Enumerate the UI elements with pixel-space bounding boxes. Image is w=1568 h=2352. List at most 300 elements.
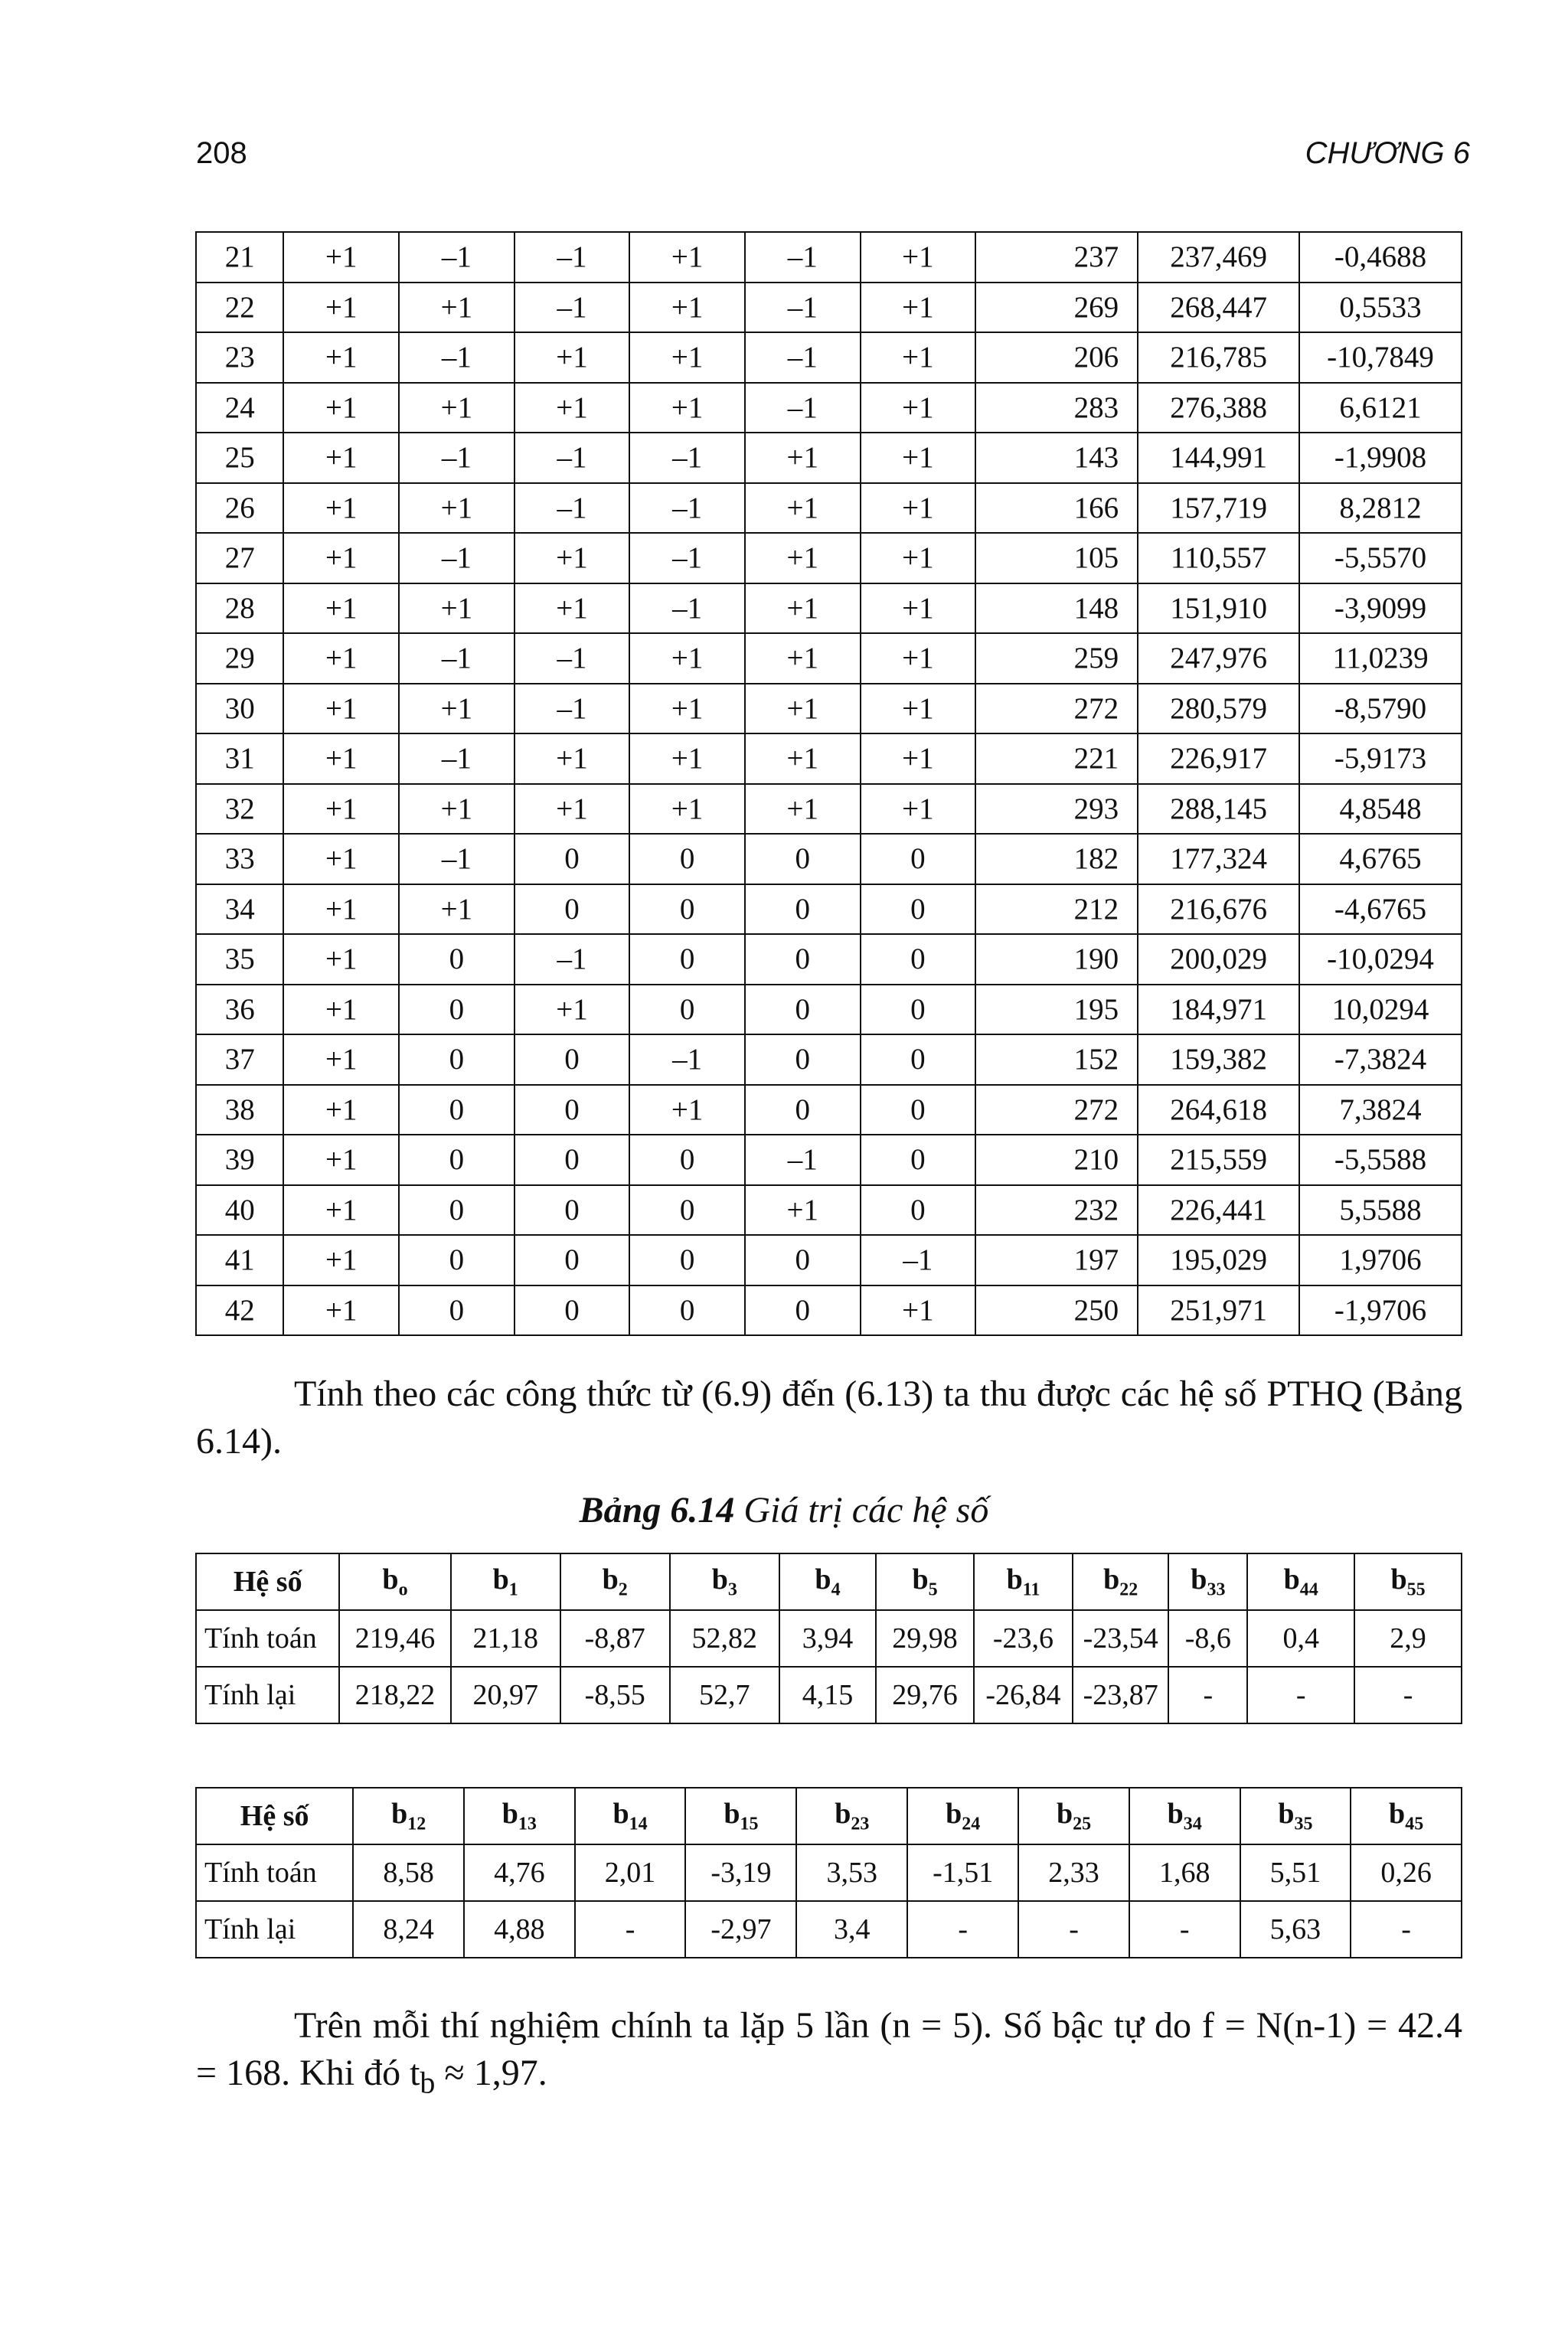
coef-symbol: b [1283, 1563, 1300, 1596]
coef-index: 15 [740, 1814, 759, 1834]
table-cell: -10,0294 [1299, 934, 1462, 985]
table-row [196, 483, 1462, 534]
table-cell: +1 [283, 633, 399, 684]
table-cell: –1 [514, 934, 630, 985]
table-cell: +1 [745, 483, 861, 534]
page-number: 208 [196, 136, 247, 170]
coef-header-cell [464, 1788, 575, 1844]
table-cell: +1 [745, 733, 861, 784]
table-cell: –1 [514, 483, 630, 534]
table-cell: 22 [196, 283, 283, 333]
table-cell: +1 [399, 684, 514, 734]
table-row [196, 433, 1462, 483]
table-cell: 0 [399, 1135, 514, 1185]
table-cell: 272 [975, 1085, 1138, 1135]
table-cell: –1 [399, 232, 514, 283]
table-cell: -1,9706 [1299, 1285, 1462, 1336]
coef-value-cell: -2,97 [685, 1901, 796, 1958]
table-cell: 251,971 [1138, 1285, 1299, 1336]
coef-row-label: Tính toán [196, 1610, 339, 1667]
coef-index: 12 [407, 1814, 426, 1834]
table-cell: 0 [514, 1034, 630, 1085]
table-cell: +1 [745, 533, 861, 583]
table-cell: 0 [399, 985, 514, 1035]
coef-value-cell: -8,6 [1168, 1610, 1247, 1667]
coef-symbol: b [1389, 1798, 1406, 1831]
table-cell: 0 [861, 1135, 976, 1185]
table-cell: 1,9706 [1299, 1235, 1462, 1285]
table-cell: 215,559 [1138, 1135, 1299, 1185]
table-cell: +1 [861, 1285, 976, 1336]
table-cell: –1 [399, 332, 514, 383]
table-cell: 0 [745, 834, 861, 884]
coef-value-cell: 52,7 [670, 1667, 779, 1723]
coef-value-cell: 5,51 [1240, 1844, 1351, 1901]
table-cell: +1 [629, 633, 745, 684]
table-cell: 24 [196, 383, 283, 433]
table-cell: +1 [629, 684, 745, 734]
table-cell: 151,910 [1138, 583, 1299, 634]
table-cell: +1 [861, 733, 976, 784]
coef-value-cell: 0,26 [1351, 1844, 1462, 1901]
table-cell: 197 [975, 1235, 1138, 1285]
table-cell: –1 [399, 433, 514, 483]
table-cell: 0 [514, 834, 630, 884]
table-cell: 280,579 [1138, 684, 1299, 734]
coef-index: 45 [1405, 1814, 1424, 1834]
table-cell: 184,971 [1138, 985, 1299, 1035]
table-row [196, 1034, 1462, 1085]
table-cell: 0 [861, 834, 976, 884]
coef-symbol: b [612, 1798, 629, 1831]
table-cell: –1 [745, 1135, 861, 1185]
coef-value-cell: 8,58 [353, 1844, 464, 1901]
table-cell: –1 [399, 633, 514, 684]
table-cell: 4,8548 [1299, 784, 1462, 835]
experiment-table [195, 231, 1462, 1336]
coef-header-cell [1168, 1553, 1247, 1610]
coef-value-cell: 20,97 [451, 1667, 560, 1723]
coef-header-label: Hệ số [196, 1788, 353, 1844]
coef-value-cell: - [1168, 1667, 1247, 1723]
table-cell: 34 [196, 884, 283, 935]
coef-symbol: b [1191, 1563, 1207, 1596]
table-row [196, 1235, 1462, 1285]
coef-symbol: b [946, 1798, 962, 1831]
coef-value-cell: - [575, 1901, 686, 1958]
table-cell: 247,976 [1138, 633, 1299, 684]
table-cell: +1 [283, 283, 399, 333]
table-cell: -10,7849 [1299, 332, 1462, 383]
table-cell: 11,0239 [1299, 633, 1462, 684]
table-cell: +1 [861, 633, 976, 684]
table-cell: –1 [745, 283, 861, 333]
table-cell: 0 [629, 1185, 745, 1236]
coef-header-cell [353, 1788, 464, 1844]
coef-row-label: Tính lại [196, 1901, 353, 1958]
coef-value-cell: - [1247, 1667, 1354, 1723]
table-cell: 5,5588 [1299, 1185, 1462, 1236]
table-caption [0, 1489, 1568, 1531]
table-cell: 0 [745, 1235, 861, 1285]
table-cell: 0 [629, 884, 745, 935]
table-cell: 0 [861, 934, 976, 985]
table-cell: 7,3824 [1299, 1085, 1462, 1135]
table-row [196, 283, 1462, 333]
table-row [196, 1185, 1462, 1236]
table-cell: 30 [196, 684, 283, 734]
table-cell: +1 [861, 583, 976, 634]
table-cell: 21 [196, 232, 283, 283]
table-cell: +1 [629, 232, 745, 283]
table-cell: +1 [861, 232, 976, 283]
table-cell: 0 [629, 1235, 745, 1285]
table-cell: 0 [861, 1085, 976, 1135]
table-cell: +1 [629, 332, 745, 383]
table-cell: –1 [629, 433, 745, 483]
coef-symbol: b [1103, 1563, 1120, 1596]
coef-value-cell: 29,98 [876, 1610, 974, 1667]
table-cell: 0 [745, 934, 861, 985]
table-cell: 288,145 [1138, 784, 1299, 835]
table-cell: +1 [283, 1085, 399, 1135]
table-cell: –1 [514, 283, 630, 333]
table-cell: +1 [283, 1235, 399, 1285]
paragraph-coefficients-intro: Tính theo các công thức từ (6.9) đến (6.13) ta thu được các hệ số PTHQ (Bảng 6.14). [196, 1374, 1462, 1462]
table-cell: 259 [975, 633, 1138, 684]
coef-symbol: b [711, 1563, 728, 1596]
table-row [196, 583, 1462, 634]
table-cell: 268,447 [1138, 283, 1299, 333]
coef-index: 23 [851, 1814, 870, 1834]
table-cell: 32 [196, 784, 283, 835]
table-cell: 110,557 [1138, 533, 1299, 583]
table-cell: +1 [283, 483, 399, 534]
table-cell: 4,6765 [1299, 834, 1462, 884]
coef-symbol: b [1278, 1798, 1295, 1831]
coef-value-cell: 21,18 [451, 1610, 560, 1667]
table-cell: 143 [975, 433, 1138, 483]
para2-subscript: b [420, 2065, 436, 2100]
table-cell: 226,441 [1138, 1185, 1299, 1236]
table-cell: 29 [196, 633, 283, 684]
caption-text: Giá trị các hệ số [734, 1490, 989, 1530]
coef-index: 35 [1294, 1814, 1313, 1834]
table-cell: 31 [196, 733, 283, 784]
table-cell: +1 [861, 684, 976, 734]
table-cell: +1 [514, 784, 630, 835]
table-cell: +1 [629, 733, 745, 784]
coef-symbol: b [602, 1563, 619, 1596]
table-cell: 38 [196, 1085, 283, 1135]
table-cell: +1 [629, 784, 745, 835]
coef-header-cell [1247, 1553, 1354, 1610]
coef-index: 24 [962, 1814, 981, 1834]
table-cell: +1 [861, 433, 976, 483]
table-cell: –1 [629, 583, 745, 634]
coef-header-cell [1240, 1788, 1351, 1844]
table-cell: –1 [514, 633, 630, 684]
table-cell: –1 [745, 383, 861, 433]
coef-value-cell: 0,4 [1247, 1610, 1354, 1667]
table-cell: +1 [514, 332, 630, 383]
coefficient-table-1 [195, 1553, 1462, 1724]
coef-symbol: b [1390, 1563, 1407, 1596]
coef-index: 14 [629, 1814, 648, 1834]
coef-row [196, 1901, 1462, 1958]
table-cell: 0 [514, 1235, 630, 1285]
coef-symbol: b [1056, 1798, 1073, 1831]
table-cell: 0 [745, 884, 861, 935]
coef-header-cell [1018, 1788, 1129, 1844]
coef-index: 4 [831, 1579, 841, 1600]
table-cell: +1 [745, 784, 861, 835]
table-cell: 221 [975, 733, 1138, 784]
coef-value-cell: -23,87 [1073, 1667, 1168, 1723]
coef-value-cell: -8,87 [560, 1610, 670, 1667]
table-cell: –1 [745, 332, 861, 383]
coef-index: 34 [1183, 1814, 1202, 1834]
table-cell: 0 [514, 1185, 630, 1236]
table-cell: 0 [629, 834, 745, 884]
coef-header-cell [907, 1788, 1018, 1844]
table-cell: 0 [861, 985, 976, 1035]
coef-header-cell [779, 1553, 876, 1610]
table-cell: 0 [399, 1235, 514, 1285]
coef-header-cell [1354, 1553, 1462, 1610]
coef-value-cell: - [1129, 1901, 1240, 1958]
coef-value-cell: 2,9 [1354, 1610, 1462, 1667]
table-cell: –1 [629, 483, 745, 534]
table-cell: 293 [975, 784, 1138, 835]
table-cell: +1 [283, 332, 399, 383]
table-cell: 283 [975, 383, 1138, 433]
coef-symbol: b [912, 1563, 929, 1596]
table-cell: +1 [283, 784, 399, 835]
table-row [196, 232, 1462, 283]
coef-value-cell: -3,19 [685, 1844, 796, 1901]
table-cell: 157,719 [1138, 483, 1299, 534]
coef-header-cell [685, 1788, 796, 1844]
table-cell: 0 [399, 1085, 514, 1135]
coef-header-cell [575, 1788, 686, 1844]
coef-index: 44 [1299, 1579, 1318, 1600]
coef-value-cell: 8,24 [353, 1901, 464, 1958]
table-cell: +1 [399, 383, 514, 433]
coef-value-cell: 1,68 [1129, 1844, 1240, 1901]
table-cell: 0 [745, 985, 861, 1035]
table-cell: +1 [861, 383, 976, 433]
coef-value-cell: - [1351, 1901, 1462, 1958]
table-cell: 33 [196, 834, 283, 884]
table-cell: 0 [514, 1285, 630, 1336]
table-cell: 39 [196, 1135, 283, 1185]
table-cell: 0 [745, 1085, 861, 1135]
table-cell: –1 [629, 533, 745, 583]
table-row [196, 533, 1462, 583]
table-cell: 0 [514, 884, 630, 935]
table-cell: +1 [283, 834, 399, 884]
coef-value-cell: - [1018, 1901, 1129, 1958]
table-cell: 237,469 [1138, 232, 1299, 283]
chapter-title: CHƯƠNG 6 [1305, 136, 1470, 170]
table-cell: 37 [196, 1034, 283, 1085]
caption-label: Bảng 6.14 [579, 1490, 735, 1530]
coef-value-cell: -23,6 [974, 1610, 1073, 1667]
coef-row-label: Tính toán [196, 1844, 353, 1901]
table-cell: +1 [283, 985, 399, 1035]
coef-index: 55 [1406, 1579, 1426, 1600]
coef-value-cell: 3,53 [796, 1844, 907, 1901]
table-cell: -5,5588 [1299, 1135, 1462, 1185]
table-row [196, 332, 1462, 383]
coef-header-label: Hệ số [196, 1553, 339, 1610]
table-cell: +1 [283, 1185, 399, 1236]
table-row [196, 1135, 1462, 1185]
table-cell: 0 [629, 1285, 745, 1336]
table-cell: +1 [861, 483, 976, 534]
coef-index: 1 [508, 1579, 518, 1600]
coef-symbol: b [724, 1798, 740, 1831]
table-cell: 177,324 [1138, 834, 1299, 884]
table-cell: +1 [283, 383, 399, 433]
coef-index: o [398, 1579, 408, 1600]
coef-index: 22 [1119, 1579, 1138, 1600]
coef-value-cell: 4,76 [464, 1844, 575, 1901]
table-cell: +1 [283, 733, 399, 784]
table-row [196, 934, 1462, 985]
table-cell: +1 [514, 985, 630, 1035]
table-cell: 0 [514, 1085, 630, 1135]
table-cell: –1 [514, 232, 630, 283]
table-cell: –1 [745, 232, 861, 283]
coef-value-cell: 29,76 [876, 1667, 974, 1723]
table-cell: +1 [399, 884, 514, 935]
table-cell: -8,5790 [1299, 684, 1462, 734]
table-cell: 0 [629, 1135, 745, 1185]
table-cell: +1 [629, 283, 745, 333]
table-cell: 144,991 [1138, 433, 1299, 483]
table-cell: 41 [196, 1235, 283, 1285]
coef-value-cell: -23,54 [1073, 1610, 1168, 1667]
table-row [196, 985, 1462, 1035]
table-cell: 237 [975, 232, 1138, 283]
coef-value-cell: 4,15 [779, 1667, 876, 1723]
coef-value-cell: 4,88 [464, 1901, 575, 1958]
table-cell: -5,9173 [1299, 733, 1462, 784]
table-cell: +1 [514, 733, 630, 784]
coef-row [196, 1667, 1462, 1723]
table-cell: 0 [629, 934, 745, 985]
coef-symbol: b [1167, 1798, 1184, 1831]
table-row [196, 784, 1462, 835]
table-cell: 0 [861, 1034, 976, 1085]
table-row [196, 1085, 1462, 1135]
table-cell: 0 [399, 1285, 514, 1336]
table-cell: +1 [283, 433, 399, 483]
table-cell: +1 [861, 332, 976, 383]
table-cell: +1 [745, 1185, 861, 1236]
table-cell: +1 [861, 283, 976, 333]
coef-index: 25 [1073, 1814, 1092, 1834]
table-cell: +1 [514, 383, 630, 433]
coef-header-cell [339, 1553, 450, 1610]
coef-header-cell [670, 1553, 779, 1610]
table-cell: 216,785 [1138, 332, 1299, 383]
coef-value-cell: 219,46 [339, 1610, 450, 1667]
table-cell: +1 [283, 934, 399, 985]
table-cell: 0 [399, 1185, 514, 1236]
table-cell: +1 [745, 684, 861, 734]
table-row [196, 733, 1462, 784]
table-cell: 40 [196, 1185, 283, 1236]
table-cell: +1 [745, 633, 861, 684]
table-cell: 269 [975, 283, 1138, 333]
table-cell: –1 [514, 684, 630, 734]
table-cell: 159,382 [1138, 1034, 1299, 1085]
table-cell: 105 [975, 533, 1138, 583]
coef-value-cell: - [1354, 1667, 1462, 1723]
table-cell: 0 [399, 934, 514, 985]
table-cell: 272 [975, 684, 1138, 734]
table-row [196, 383, 1462, 433]
table-cell: 190 [975, 934, 1138, 985]
table-cell: +1 [399, 784, 514, 835]
coef-symbol: b [382, 1563, 399, 1596]
table-cell: –1 [399, 733, 514, 784]
table-cell: 0 [399, 1034, 514, 1085]
coef-row [196, 1610, 1462, 1667]
table-cell: 23 [196, 332, 283, 383]
coef-index: 3 [727, 1579, 737, 1600]
table-cell: 264,618 [1138, 1085, 1299, 1135]
table-cell: 200,029 [1138, 934, 1299, 985]
table-cell: +1 [283, 684, 399, 734]
table-cell: 0,5533 [1299, 283, 1462, 333]
table-cell: 6,6121 [1299, 383, 1462, 433]
coef-header-row [196, 1553, 1462, 1610]
coef-symbol: b [815, 1563, 831, 1596]
table-cell: 35 [196, 934, 283, 985]
table-row [196, 834, 1462, 884]
table-cell: 210 [975, 1135, 1138, 1185]
table-cell: +1 [861, 784, 976, 835]
table-row [196, 684, 1462, 734]
table-cell: +1 [629, 1085, 745, 1135]
coefficient-table-2 [195, 1787, 1462, 1958]
coef-value-cell: 3,4 [796, 1901, 907, 1958]
coef-value-cell: -8,55 [560, 1667, 670, 1723]
coef-row [196, 1844, 1462, 1901]
table-row [196, 884, 1462, 935]
table-cell: 0 [514, 1135, 630, 1185]
table-cell: 0 [861, 1185, 976, 1236]
table-cell: 232 [975, 1185, 1138, 1236]
table-cell: 36 [196, 985, 283, 1035]
table-cell: 25 [196, 433, 283, 483]
table-row [196, 633, 1462, 684]
table-cell: 195 [975, 985, 1138, 1035]
table-cell: -0,4688 [1299, 232, 1462, 283]
coef-value-cell: -1,51 [907, 1844, 1018, 1901]
coef-symbol: b [835, 1798, 851, 1831]
coef-header-cell [1129, 1788, 1240, 1844]
table-cell: 182 [975, 834, 1138, 884]
table-cell: +1 [399, 483, 514, 534]
table-cell: +1 [745, 433, 861, 483]
table-cell: –1 [629, 1034, 745, 1085]
table-cell: 8,2812 [1299, 483, 1462, 534]
